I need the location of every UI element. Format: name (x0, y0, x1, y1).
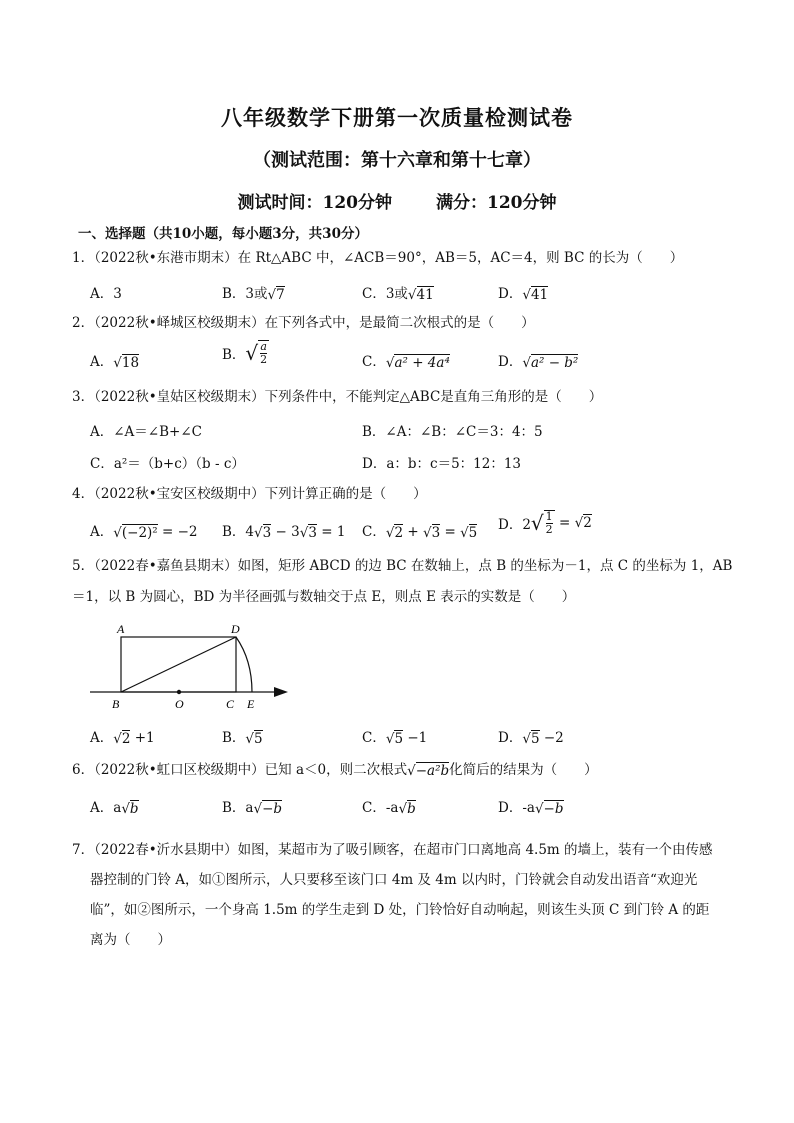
q4-option-c: C．√2 + √3 = √5 (362, 524, 478, 541)
question-7-line-4: 离为（ ） (90, 932, 171, 948)
q5-option-b: B．√5 (222, 730, 263, 747)
q1-option-b: B．3或√7 (222, 286, 285, 303)
question-3: 3．（2022秋•皇姑区校级期末）下列条件中，不能判定△ABC是直角三角形的是（ ） (72, 389, 603, 405)
q3-option-b: B．∠A：∠B：∠C＝3：4：5 (362, 424, 543, 440)
sqrt: √41 (522, 286, 549, 303)
sqrt: √18 (113, 354, 140, 371)
q5-option-c: C．√5 −1 (362, 730, 428, 747)
q6-option-c: C．-a√b (362, 800, 416, 817)
label-o: O (175, 697, 184, 711)
question-5-line-1: 5．（2022春•嘉鱼县期末）如图，矩形 ABCD 的边 BC 在数轴上，点 B 的坐标为－1，点 C 的坐标为 1，AB (72, 558, 733, 574)
q6-option-a: A．a√b (90, 800, 139, 817)
q2-option-a: A．√18 (90, 354, 140, 371)
q2-option-c: C．√a² + 4a⁴ (362, 354, 450, 371)
question-7-line-2: 器控制的门铃 A，如①图所示，人只要移至该门口 4m 及 4m 以内时，门铃就会自动发出语音“欢迎光 (90, 872, 698, 888)
exam-title: 八年级数学下册第一次质量检测试卷 (221, 105, 573, 130)
q4-option-d: D．2√ $\frac{1}{2}$ = √2 (498, 510, 592, 536)
exam-scope: （测试范围：第十六章和第十七章） (253, 150, 541, 171)
label-b: B (112, 697, 120, 711)
section-heading: 一、选择题（共10小题，每小题3分，共30分） (78, 226, 368, 242)
exam-score: 满分：120分钟 (436, 193, 557, 213)
q5-option-a: A．√2 +1 (90, 730, 155, 747)
q3-option-c: C．a²＝（b+c）（b - c） (90, 456, 245, 472)
sqrt: √a² + 4a⁴ (385, 354, 450, 371)
q3-option-d: D．a：b：c＝5：12：13 (362, 456, 522, 472)
q1-option-a: A．3 (90, 286, 122, 302)
q6-option-b: B．a√−b (222, 800, 283, 817)
q4-option-a: A．√(−2)² = −2 (90, 524, 198, 541)
question-2: 2．（2022秋•峄城区校级期末）在下列各式中，是最简二次根式的是（ ） (72, 315, 535, 331)
q2-option-d: D．√a² − b² (498, 354, 579, 371)
question-1: 1．（2022秋•东港市期末）在 Rt△ABC 中，∠ACB＝90°，AB＝5，AC＝4，则 BC 的长为（ ） (72, 250, 684, 266)
label-c: C (226, 697, 235, 711)
exam-time: 测试时间：120分钟 (237, 193, 392, 213)
q5-option-d: D．√5 −2 (498, 730, 564, 747)
sqrt: √7 (267, 286, 285, 303)
label-e: E (247, 697, 255, 711)
exam-meta (0, 188, 794, 213)
q6-option-d: D．-a√−b (498, 800, 564, 817)
q3-option-a: A．∠A＝∠B+∠C (90, 424, 202, 440)
question-7-line-3: 临”，如②图所示，一个身高 1.5m 的学生走到 D 处，门铃恰好自动响起，则该生头顶 C 到门铃 A 的距 (90, 902, 710, 918)
q2-option-b: B．√ $\frac{a}{2}$ (222, 340, 268, 366)
q1-option-d: D．√41 (498, 286, 549, 303)
question-5-line-2: ＝1，以 B 为圆心，BD 为半径画弧与数轴交于点 E，则点 E 表示的实数是（ ） (72, 589, 576, 605)
label-d: D (231, 622, 240, 636)
label-a: A (117, 622, 125, 636)
q4-option-b: B．4√3 − 3√3 = 1 (222, 524, 346, 541)
sqrt: √a² − b² (522, 354, 579, 371)
q1-option-c: C．3或√41 (362, 286, 434, 303)
number-line-figure (88, 620, 298, 712)
question-4: 4．（2022秋•宝安区校级期中）下列计算正确的是（ ） (72, 486, 427, 502)
sqrt: √41 (407, 286, 434, 303)
question-7-line-1: 7．（2022春•沂水县期中）如图，某超市为了吸引顾客，在超市门口离地高 4.5m 的墙上，装有一个由传感 (72, 842, 713, 858)
question-6: 6．（2022秋•虹口区校级期中）已知 a＜0，则二次根式√−a²b化简后的结果为（ ） (72, 762, 598, 779)
